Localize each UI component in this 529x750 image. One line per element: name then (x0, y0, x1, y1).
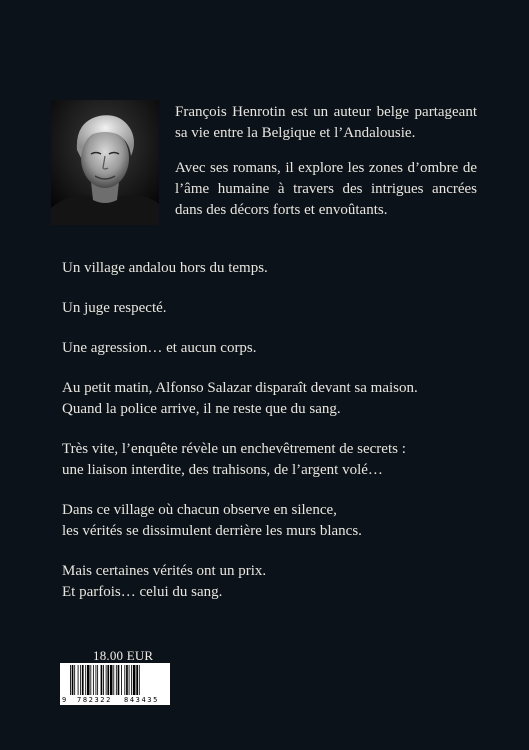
barcode-bar (103, 665, 104, 695)
barcode-bar (85, 665, 86, 695)
barcode-bar (124, 665, 125, 695)
barcode-bar (107, 665, 109, 695)
bio-paragraph: Avec ses romans, il explore les zones d’ombre de l’âme humaine à travers des intrigues ancrées dans des décors forts et envoûtants. (175, 160, 477, 218)
blurb-paragraph: Mais certaines vérités ont un prix. Et parfois… celui du sang. (62, 563, 267, 600)
barcode-bar (97, 665, 98, 695)
barcode-bar (74, 665, 75, 695)
barcode-bar (70, 665, 71, 695)
barcode-bar (101, 665, 103, 695)
author-photo (51, 100, 159, 225)
barcode-bar (126, 665, 128, 695)
barcode-bar (90, 665, 91, 695)
barcode-bar (139, 665, 140, 695)
price-label: 18.00 EUR (93, 648, 154, 663)
blurb-paragraph: Dans ce village où chacun observe en silence, les vérités se dissimulent derrière les murs blancs. (62, 502, 362, 539)
barcode-first-digit: 9 (62, 696, 67, 704)
blurb-paragraph: Une agression… et aucun corps. (62, 340, 257, 356)
barcode-bar (118, 665, 120, 695)
barcode-bar (72, 665, 74, 695)
barcode-bar (131, 665, 132, 695)
barcode-bar (96, 665, 97, 695)
barcode-bar (82, 665, 84, 695)
barcode-right-group: 843435 (124, 696, 159, 704)
blurb-paragraph: Un village andalou hors du temps. (62, 260, 268, 276)
barcode-bar (116, 665, 117, 695)
barcode-bar (106, 665, 107, 695)
blurb-paragraph: Très vite, l’enquête révèle un enchevêtrement de secrets : une liaison interdite, des trahisons, de l’argent volé… (62, 441, 406, 478)
blurb-paragraph: Au petit matin, Alfonso Salazar disparaît devant sa maison. Quand la police arrive, il ne reste que du sang. (62, 380, 418, 417)
barcode-bar (113, 665, 114, 695)
blurb (62, 258, 482, 622)
barcode-bar (80, 665, 81, 695)
barcode-bar (121, 665, 122, 695)
bio-paragraph: François Henrotin est un auteur belge partageant sa vie entre la Belgique et l’Andalousie. (175, 104, 477, 141)
barcode-bar (93, 665, 94, 695)
barcode-bar (136, 665, 138, 695)
author-bio (175, 102, 477, 235)
barcode-bar (133, 665, 136, 695)
barcode-left-group: 782322 (77, 696, 112, 704)
isbn-barcode (60, 663, 170, 705)
barcode-bar (78, 665, 79, 695)
barcode-bar (110, 665, 113, 695)
barcode-bar (87, 665, 90, 695)
barcode-bars (60, 663, 170, 697)
blurb-paragraph: Un juge respecté. (62, 300, 167, 316)
barcode-bar (129, 665, 130, 695)
